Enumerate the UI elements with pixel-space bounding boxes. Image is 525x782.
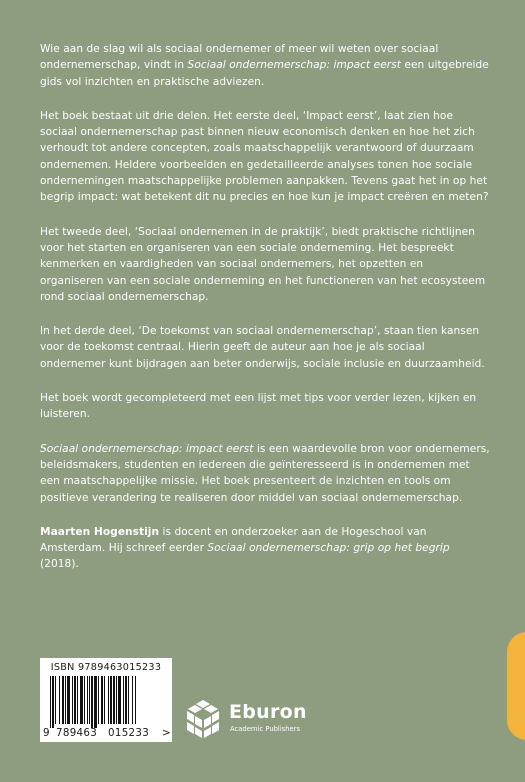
barcode-bar: [87, 676, 88, 724]
paragraph: [40, 441, 490, 506]
publisher-tagline: Academic Publishers: [230, 725, 301, 733]
back-cover-text: [40, 41, 490, 591]
barcode-bar: [65, 676, 66, 724]
barcode-bar: [98, 676, 99, 724]
barcode-bar: [94, 676, 97, 728]
paragraph-text: is docent en onderzoeker aan de Hogeschool van Amsterdam. Hij schreef eerder: [40, 525, 427, 555]
barcode-bar: [72, 676, 73, 724]
barcode-bar: [59, 676, 60, 724]
barcode-bar: [67, 676, 70, 724]
isbn-digit-end: >: [162, 727, 171, 739]
barcode-bar: [101, 676, 103, 724]
paragraph: [40, 108, 490, 206]
barcode-bar: [123, 676, 124, 724]
barcode-bar: [80, 676, 83, 724]
barcode-bar: [91, 676, 93, 728]
barcode-bar: [128, 676, 129, 724]
barcode-bar: [84, 676, 85, 724]
paragraph-text: Het boek wordt gecompleteerd met een lijst met tips voor verder lezen, kijken en luisteren.: [40, 392, 477, 421]
publisher-name: Eburon: [229, 701, 307, 723]
paragraph: [40, 41, 490, 90]
book-title: Sociaal ondernemerschap: impact eerst: [187, 59, 401, 72]
barcode-bar: [52, 676, 54, 728]
isbn-digits-right: 015233: [108, 727, 150, 739]
paragraph-text: een uitgebreide gids vol inzichten en praktische adviezen.: [40, 59, 489, 88]
barcode-bar: [55, 676, 56, 724]
book-title: Sociaal ondernemerschap: impact eerst: [40, 442, 254, 455]
barcode-bar: [62, 676, 64, 724]
barcode-bar: [50, 676, 51, 728]
paragraph-text: is een waardevolle bron voor ondernemers, beleidsmakers, studenten en iedereen die geïnteresseerd is in ondernemen met een maatschappelijke missie. Het boek presenteert de inzichten en tools om positieve verandering te realiseren door middel van sociaal ondernemerschap.: [40, 442, 490, 504]
accent-shape: [507, 632, 525, 740]
isbn-label: ISBN 9789463015233: [50, 662, 162, 673]
barcode-bar: [104, 676, 105, 724]
barcode-bar: [108, 676, 109, 724]
barcode-bar: [116, 676, 117, 724]
isbn-barcode: [40, 658, 172, 742]
barcode-bar: [77, 676, 78, 724]
barcode-bar: [74, 676, 76, 724]
paragraph: [40, 390, 490, 423]
author-name: Maarten Hogenstijn: [40, 525, 160, 538]
paragraph: [40, 524, 490, 573]
paragraph: [40, 323, 490, 372]
paragraph-text: In het derde deel, ‘De toekomst van sociaal ondernemerschap’, staan tien kansen voor de toekomst centraal. Hierin geeft de auteur aan hoe je als sociaal ondernemer kunt bijdragen aan beter onderwijs, sociale inclusie en duurzaamheid.: [40, 325, 485, 370]
barcode-bar: [132, 676, 133, 724]
paragraph-text: (2018).: [40, 558, 79, 571]
barcode-bar: [135, 676, 136, 724]
barcode-bar: [125, 676, 127, 724]
publisher-logo: [183, 697, 343, 742]
barcode-bar: [118, 676, 121, 724]
eburon-cube-logo-icon: [183, 699, 223, 739]
barcode-bar: [89, 676, 90, 724]
isbn-digit-first: 9: [43, 727, 50, 739]
barcode-bar: [110, 676, 112, 724]
barcode-bar: [113, 676, 115, 724]
barcode-bars: [50, 676, 162, 728]
paragraph: [40, 224, 490, 305]
paragraph-text: Het boek bestaat uit drie delen. Het eerste deel, ‘Impact eerst’, laat zien hoe sociaal ondernemerschap past binnen nieuw economisch denken en hoe het zich verhoudt tot andere concepten, zoals maatschappelijk verantwoord of duurzaam ondernemen. Heldere voorbeelden en gedetailleerde analyses tonen hoe sociale ondernemingen maatschappelijke problemen aanpakken. Tevens gaat het in op het begrip impact: wat betekent dit nu precies en hoe kun je impact creëren en meten?: [40, 109, 489, 204]
paragraph-text: Wie aan de slag wil als sociaal ondernemer of meer wil weten over sociaal ondernemerschap, vindt in: [40, 43, 439, 72]
isbn-digits-left: 789463: [56, 727, 98, 739]
book-title: Sociaal ondernemerschap: grip op het begrip: [207, 542, 450, 555]
paragraph-text: Het tweede deel, ‘Sociaal ondernemen in de praktijk’, biedt praktische richtlijnen voor het starten en organiseren van een sociale onderneming. Het bespreekt kenmerken en vaardigheden van sociaal ondernemers, het opzetten en organiseren van een sociale onderneming en het functioneren van het ecosysteem rond sociaal ondernemerschap.: [40, 225, 486, 303]
